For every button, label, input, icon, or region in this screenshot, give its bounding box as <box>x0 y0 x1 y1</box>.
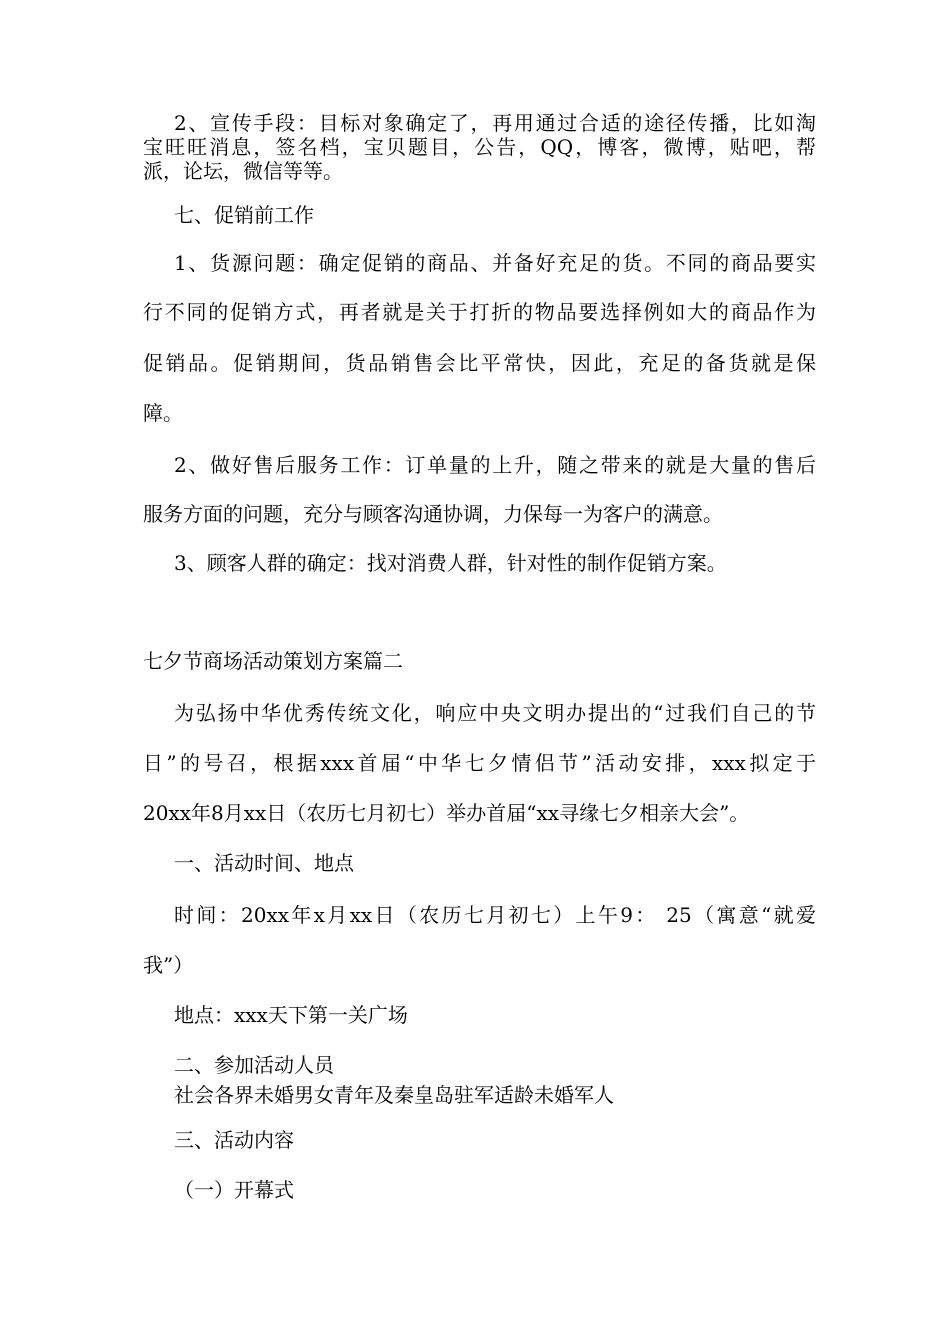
text-line: 宝旺旺消息，签名档，宝贝题目，公告，QQ，博客，微博，贴吧，帮 <box>143 135 816 159</box>
text-line: 日”的号召，根据xxx首届“中华七夕情侣节”活动安排，xxx拟定于 <box>143 751 816 775</box>
text-line: 2、做好售后服务工作：订单量的上升，随之带来的就是大量的售后 <box>174 453 816 477</box>
text-line: 1、货源问题：确定促销的商品、并备好充足的货。不同的商品要实 <box>174 251 816 275</box>
text-line: 障。 <box>143 401 183 425</box>
text-line: 社会各界未婚男女青年及秦皇岛驻军适龄未婚军人 <box>174 1083 614 1107</box>
text-line: 行不同的促销方式，再者就是关于打折的物品要选择例如大的商品作为 <box>143 300 816 324</box>
text-line: 时间：20xx年x月xx日（农历七月初七）上午9： 25（寓意“就爱 <box>174 903 816 927</box>
section-heading: 七、促销前工作 <box>174 203 314 227</box>
text-line: 我”） <box>143 953 194 977</box>
section-heading: 一、活动时间、地点 <box>174 851 354 875</box>
text-line: 地点：xxx天下第一关广场 <box>174 1003 408 1027</box>
text-line: 服务方面的问题，充分与顾客沟通协调，力保每一为客户的满意。 <box>143 502 723 526</box>
text-line: 20xx年8月xx日（农历七月初七）举办首届“xx寻缘七夕相亲大会”。 <box>143 801 750 825</box>
text-line: 为弘扬中华优秀传统文化，响应中央文明办提出的“过我们自己的节 <box>174 701 816 725</box>
document-title: 七夕节商场活动策划方案篇二 <box>143 649 403 673</box>
text-line: 派，论坛，微信等等。 <box>143 159 343 183</box>
section-heading: 二、参加活动人员 <box>174 1053 334 1077</box>
subsection-heading: （一）开幕式 <box>174 1178 294 1202</box>
text-line: 促销品。促销期间，货品销售会比平常快，因此，充足的备货就是保 <box>143 351 816 375</box>
text-line: 3、顾客人群的确定：找对消费人群，针对性的制作促销方案。 <box>174 551 727 575</box>
section-heading: 三、活动内容 <box>174 1128 294 1152</box>
text-line: 2、宣传手段：目标对象确定了，再用通过合适的途径传播，比如淘 <box>174 111 816 135</box>
